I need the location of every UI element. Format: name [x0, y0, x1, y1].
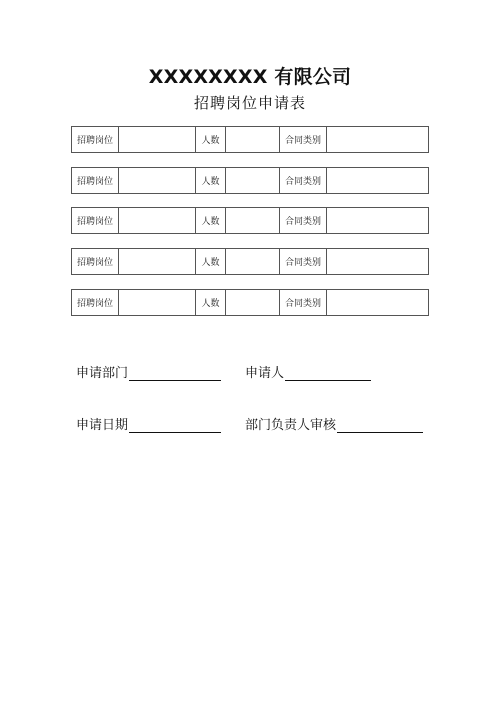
applicant-field — [245, 362, 371, 381]
applicant-blank[interactable] — [285, 366, 371, 381]
form-row-4 — [71, 248, 429, 275]
applicant-label: 申请人 — [245, 366, 285, 381]
count-input[interactable] — [226, 127, 280, 152]
date-field — [76, 414, 221, 433]
contract-type-label: 合同类别 — [280, 127, 327, 152]
contract-type-label: 合同类别 — [280, 290, 327, 315]
count-label: 人数 — [196, 249, 226, 274]
page-title: XXXXXXXX 有限公司 — [148, 66, 352, 88]
position-label: 招聘岗位 — [72, 208, 119, 233]
position-label: 招聘岗位 — [72, 168, 119, 193]
position-input[interactable] — [119, 127, 196, 152]
position-label: 招聘岗位 — [72, 127, 119, 152]
position-input[interactable] — [119, 290, 196, 315]
date-blank[interactable] — [129, 418, 221, 433]
department-blank[interactable] — [129, 366, 221, 381]
position-label: 招聘岗位 — [72, 290, 119, 315]
count-label: 人数 — [196, 127, 226, 152]
contract-type-label: 合同类别 — [280, 168, 327, 193]
contract-type-input[interactable] — [327, 249, 428, 274]
count-label: 人数 — [196, 290, 226, 315]
approver-label: 部门负责人审核 — [245, 418, 337, 433]
approver-field — [245, 414, 423, 433]
count-input[interactable] — [226, 249, 280, 274]
contract-type-input[interactable] — [327, 208, 428, 233]
contract-type-input[interactable] — [327, 290, 428, 315]
form-row-1 — [71, 126, 429, 153]
position-input[interactable] — [119, 168, 196, 193]
contract-type-label: 合同类别 — [280, 249, 327, 274]
count-input[interactable] — [226, 168, 280, 193]
position-input[interactable] — [119, 249, 196, 274]
form-row-3 — [71, 207, 429, 234]
department-label: 申请部门 — [76, 366, 129, 381]
form-row-5 — [71, 289, 429, 316]
form-row-2 — [71, 167, 429, 194]
position-label: 招聘岗位 — [72, 249, 119, 274]
page-subtitle: 招聘岗位申请表 — [193, 94, 306, 112]
contract-type-label: 合同类别 — [280, 208, 327, 233]
position-input[interactable] — [119, 208, 196, 233]
contract-type-input[interactable] — [327, 127, 428, 152]
count-label: 人数 — [196, 208, 226, 233]
department-field — [76, 362, 221, 381]
contract-type-input[interactable] — [327, 168, 428, 193]
count-input[interactable] — [226, 208, 280, 233]
count-label: 人数 — [196, 168, 226, 193]
count-input[interactable] — [226, 290, 280, 315]
date-label: 申请日期 — [76, 418, 129, 433]
approver-blank[interactable] — [337, 418, 423, 433]
